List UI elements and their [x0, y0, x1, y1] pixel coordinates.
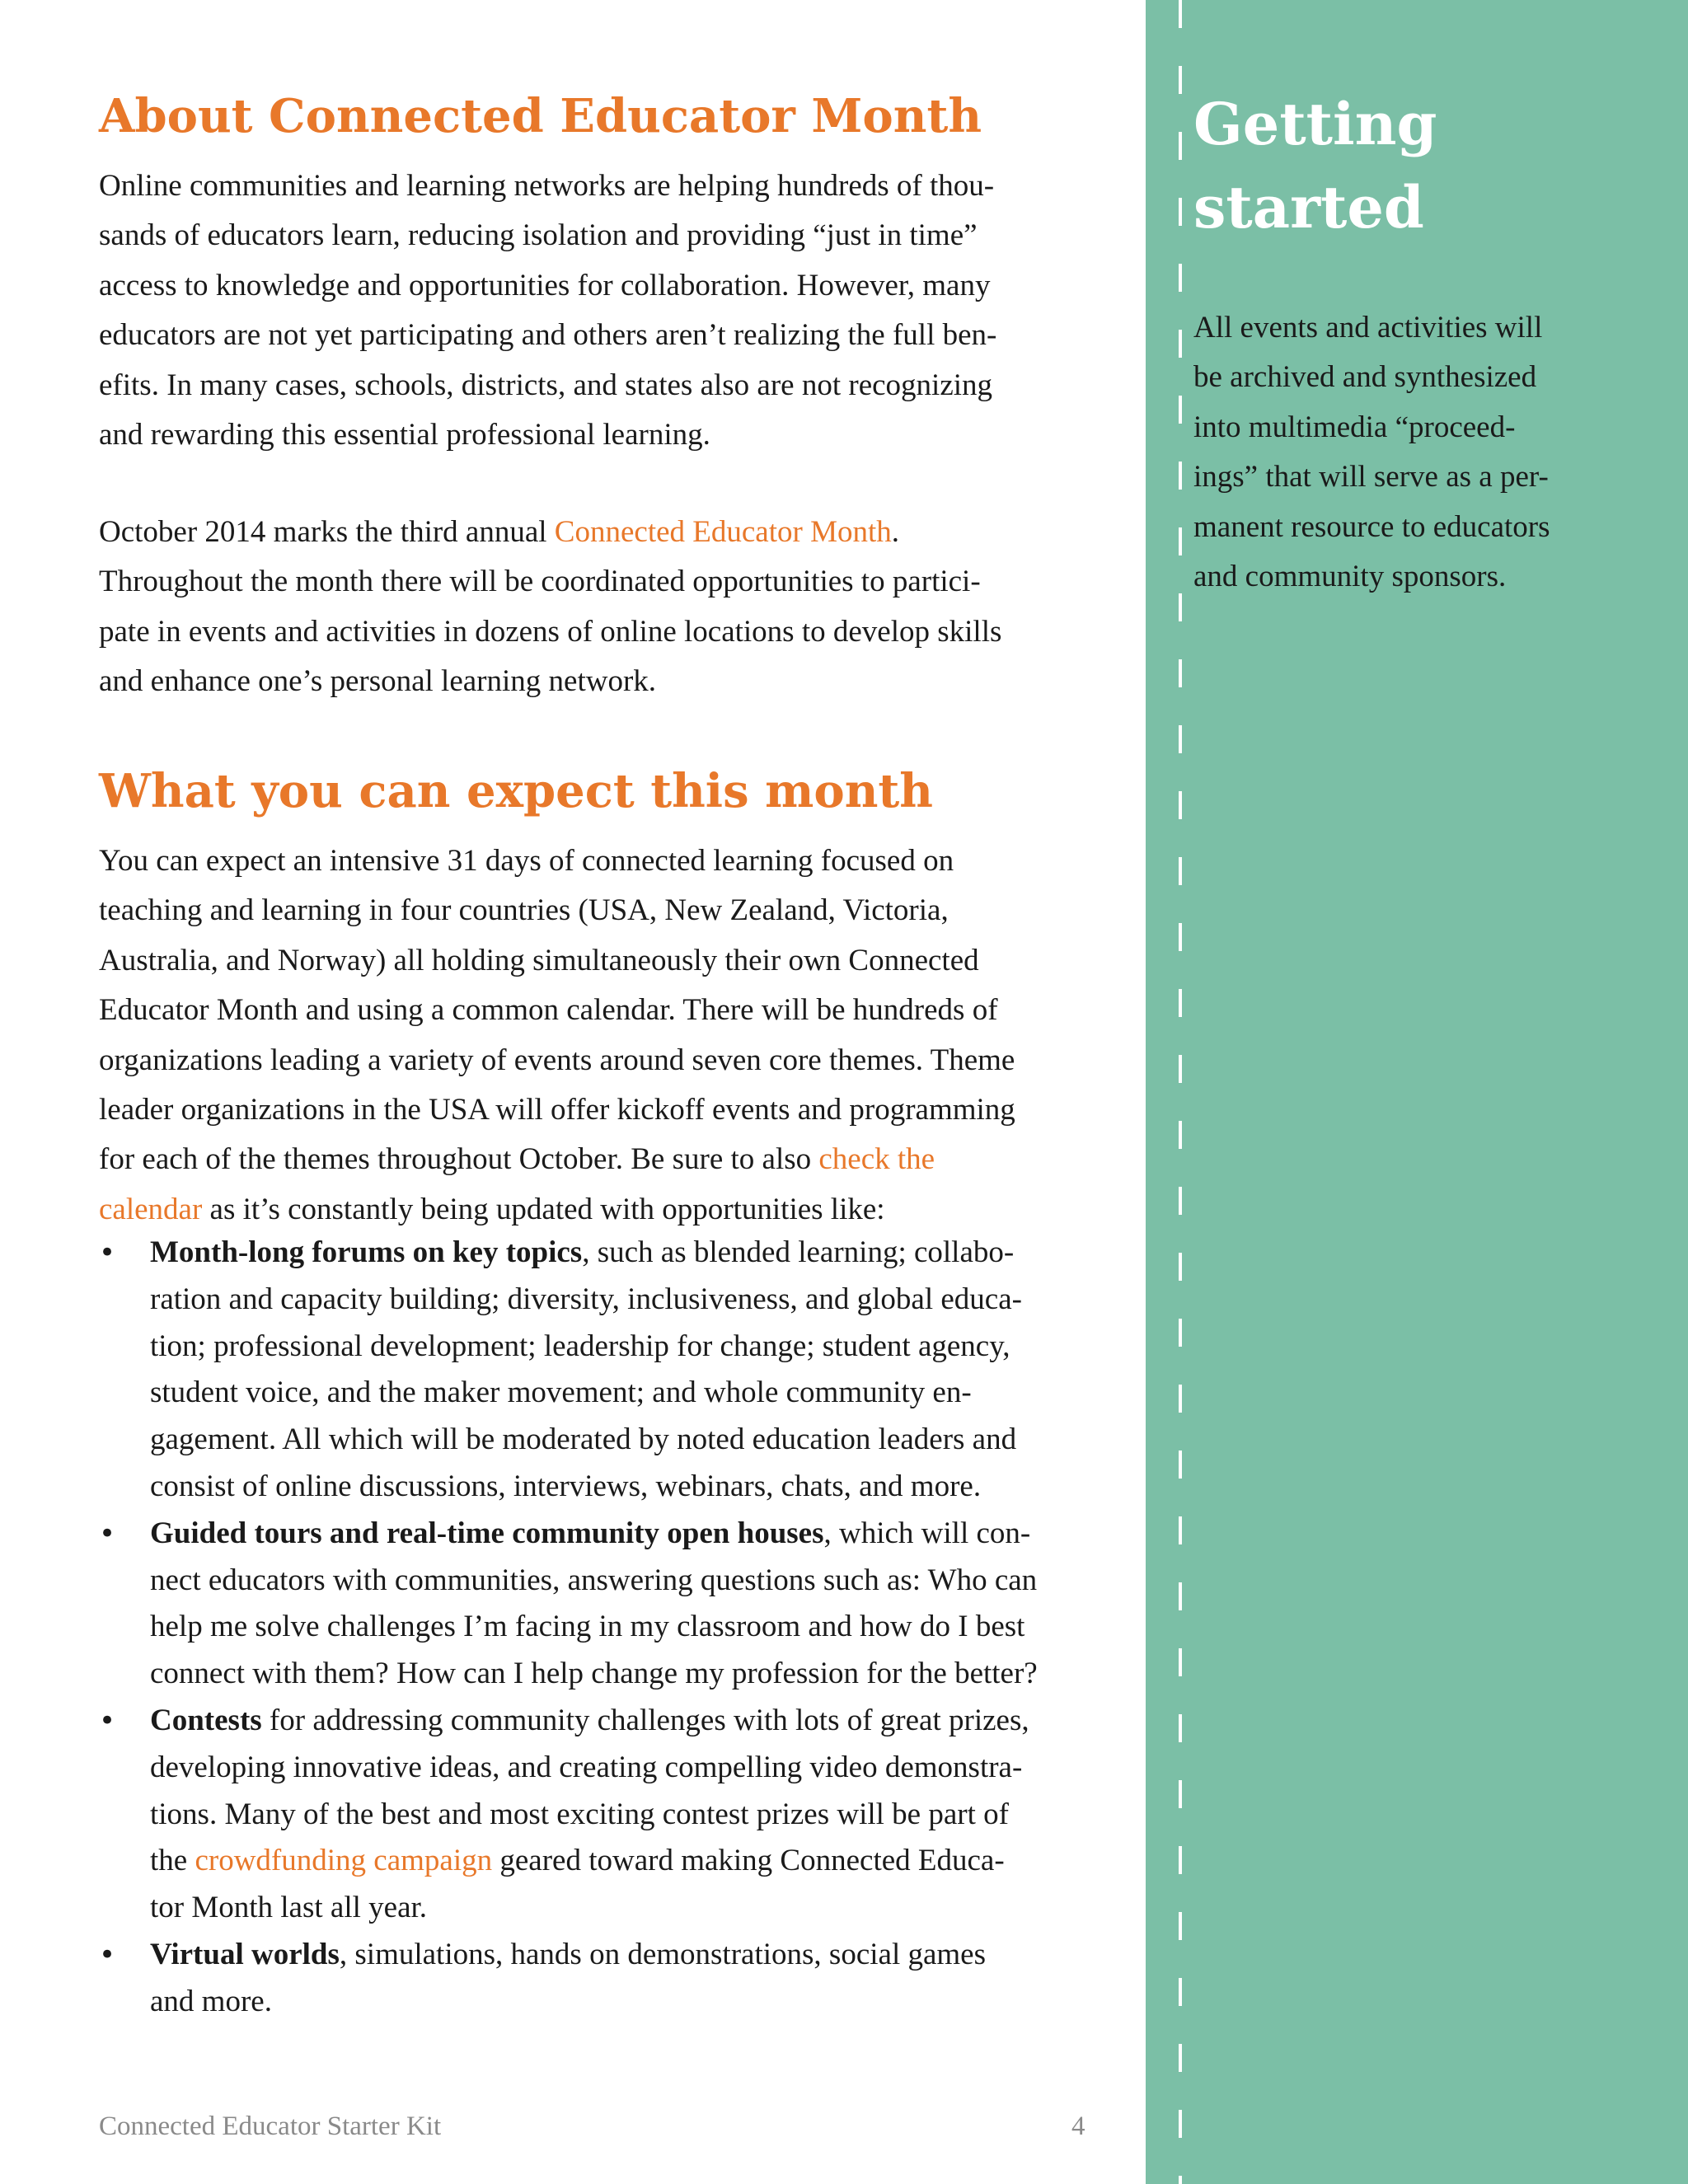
text-fragment: . — [891, 515, 899, 549]
text-line: manent resource to educators — [1193, 509, 1550, 544]
expect-heading: What you can expect this month — [99, 764, 933, 818]
text-line: pate in events and activities in dozens of online locations to develop skills — [99, 614, 1002, 649]
text-line: Online communities and learning networks are helping hundreds of thou- — [99, 169, 995, 203]
bullet-icon: • — [99, 1704, 116, 1737]
text-line: connect with them? How can I help change my profession for the better? — [150, 1657, 1038, 1691]
text-line: ration and capacity building; diversity, inclusiveness, and global educa- — [150, 1282, 1022, 1316]
list-item-forums — [99, 1230, 1104, 1511]
bold-term: Contests — [150, 1703, 262, 1737]
sidebar-text — [1193, 303, 1550, 602]
text-fragment: as it’s constantly being updated with opportunities like: — [202, 1192, 885, 1226]
text-line: Throughout the month there will be coordinated opportunities to partici- — [99, 565, 981, 599]
bold-term: Month-long forums on key topics — [150, 1235, 583, 1269]
text-line: Educator Month and using a common calendar. There will be hundreds of — [99, 993, 998, 1028]
text-fragment: , such as blended learning; collabo- — [582, 1235, 1015, 1269]
text-line: ings” that will serve as a per- — [1193, 460, 1549, 494]
text-line: be archived and synthesized — [1193, 360, 1537, 395]
about-paragraph-2 — [99, 508, 1104, 707]
text-line: access to knowledge and opportunities for collaboration. However, many — [99, 268, 991, 302]
about-paragraph-1 — [99, 162, 1104, 460]
text-fragment: geared toward making Connected Educa- — [492, 1844, 1005, 1878]
text-line: sands of educators learn, reducing isolation and providing “just in time” — [99, 218, 978, 253]
text-line: tions. Many of the best and most exciting contest prizes will be part of — [150, 1797, 1009, 1831]
text-line: Australia, and Norway) all holding simultaneously their own Connected — [99, 943, 979, 977]
bullet-icon: • — [99, 1516, 116, 1550]
text-line: tion; professional development; leadership for change; student agency, — [150, 1329, 1010, 1363]
text-line: developing innovative ideas, and creating compelling video demonstra- — [150, 1750, 1023, 1784]
text-line: and more. — [150, 1984, 272, 2018]
page-number: 4 — [1071, 2111, 1085, 2141]
text-fragment: for each of the themes throughout October. Be sure to also — [99, 1142, 819, 1177]
text-fragment: , simulations, hands on demonstrations, social games — [339, 1937, 986, 1971]
text-line: educators are not yet participating and others aren’t realizing the full ben- — [99, 318, 997, 353]
text-line — [99, 1135, 1104, 1184]
getting-started-sidebar — [1146, 0, 1688, 2184]
text-line — [150, 1838, 1104, 1885]
list-item-contests — [99, 1698, 1104, 1932]
bullet-icon: • — [99, 1938, 116, 1971]
text-line: and enhance one’s personal learning network. — [99, 664, 657, 699]
text-line: student voice, and the maker movement; and whole community en- — [150, 1376, 972, 1410]
text-fragment: the — [150, 1844, 195, 1878]
text-line: All events and activities will — [1193, 311, 1543, 344]
expect-paragraph — [99, 837, 1104, 1235]
text-line: tor Month last all year. — [150, 1891, 428, 1925]
crowdfunding-campaign-link[interactable]: crowdfunding campaign — [195, 1844, 493, 1878]
opportunities-list — [99, 1230, 1104, 2026]
bold-term: Virtual worlds — [150, 1937, 340, 1971]
about-heading: About Connected Educator Month — [99, 89, 982, 143]
text-line: organizations leading a variety of events around seven core themes. Theme — [99, 1043, 1015, 1077]
text-line: and community sponsors. — [1193, 560, 1507, 594]
text-fragment: , which will con- — [823, 1516, 1031, 1550]
text-line — [99, 508, 1104, 557]
text-fragment: for addressing community challenges with lots of great prizes, — [261, 1703, 1029, 1737]
check-the-calendar-link-cont[interactable]: calendar — [99, 1192, 203, 1226]
list-item-virtual-worlds — [99, 1932, 1104, 2026]
bullet-icon: • — [99, 1236, 116, 1269]
text-line: leader organizations in the USA will offer kickoff events and programming — [99, 1093, 1015, 1127]
dashed-divider — [1179, 0, 1182, 2184]
text-line — [150, 1511, 1104, 1558]
text-line: gagement. All which will be moderated by noted education leaders and — [150, 1422, 1017, 1457]
text-line: teaching and learning in four countries (USA, New Zealand, Victoria, — [99, 893, 949, 928]
text-line: consist of online discussions, interviews, webinars, chats, and more. — [150, 1469, 982, 1503]
text-line: into multimedia “proceed- — [1193, 410, 1516, 444]
text-line: nect educators with communities, answering questions such as: Who can — [150, 1563, 1038, 1597]
text-line: and rewarding this essential professional learning. — [99, 418, 710, 452]
title-line: started — [1193, 173, 1424, 241]
list-item-guided-tours — [99, 1511, 1104, 1698]
title-line: Getting — [1193, 90, 1437, 158]
text-line — [99, 1185, 1104, 1235]
bold-term: Guided tours and real-time community open houses — [150, 1516, 824, 1550]
sidebar-title — [1193, 82, 1437, 249]
text-line — [150, 1230, 1104, 1277]
footer-title: Connected Educator Starter Kit — [99, 2111, 442, 2141]
text-line — [150, 1698, 1104, 1745]
text-fragment: October 2014 marks the third annual — [99, 515, 555, 549]
connected-educator-month-link[interactable]: Connected Educator Month — [554, 515, 892, 549]
text-line: efits. In many cases, schools, districts, and states also are not recognizing — [99, 368, 993, 402]
text-line — [150, 1932, 1104, 1979]
text-line: You can expect an intensive 31 days of connected learning focused on — [99, 844, 954, 878]
check-the-calendar-link[interactable]: check the — [818, 1142, 935, 1177]
text-line: help me solve challenges I’m facing in my classroom and how do I best — [150, 1610, 1025, 1644]
